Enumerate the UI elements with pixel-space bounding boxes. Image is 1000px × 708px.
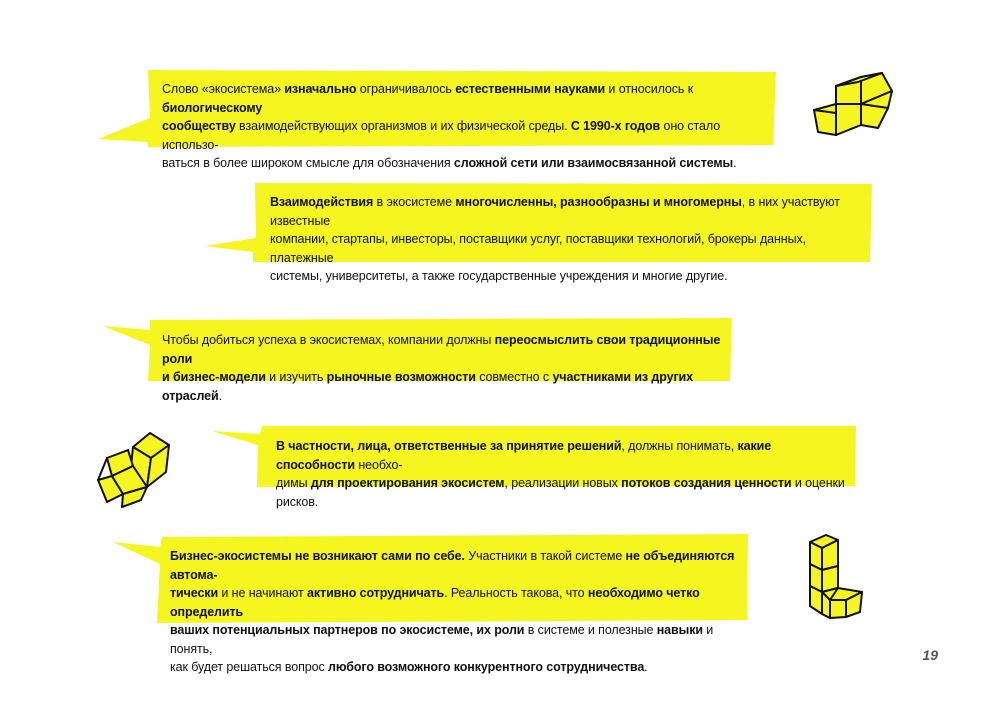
text-run: в системе и полезные: [524, 623, 657, 637]
bold-phrase: В частности, лица, ответственные за принятие решений: [276, 439, 622, 453]
text-run: компании, стартапы, инвесторы, поставщики услуг, поставщики технологий, брокеры данных, платежные: [270, 232, 806, 265]
text-run: , в них участвуют известные: [270, 195, 840, 228]
bold-phrase: не объединяются автома-: [170, 549, 735, 582]
page-number: 19: [922, 647, 938, 663]
bold-phrase: какие способности: [276, 439, 772, 472]
text-run: и относилось к: [605, 82, 694, 96]
bold-phrase: активно сотрудничать: [307, 586, 445, 600]
bold-phrase: рыночные возможности: [326, 370, 476, 384]
bold-phrase: естественными науками: [455, 82, 606, 96]
bold-phrase: биологическому: [162, 100, 263, 115]
text-run: . Реальность такова, что: [444, 586, 588, 600]
bold-phrase: любого возможного конкурентного сотрудничества: [327, 660, 645, 674]
cube-cluster-icon: [814, 73, 892, 135]
text-run: и не начинают: [218, 586, 308, 600]
text-run: системы, университеты, а также государственные учреждения и многие другие.: [270, 269, 728, 283]
bold-phrase: для проектирования экосистем: [310, 476, 505, 490]
bold-phrase: С 1990-х годов: [570, 119, 661, 133]
bold-phrase: необходимо четко определить: [170, 586, 700, 619]
text-run: .: [733, 156, 737, 170]
text-run: и изучить: [265, 370, 327, 384]
text-run: .: [644, 660, 648, 674]
bold-phrase: навыки: [656, 623, 703, 637]
text-run: Слово «экосистема»: [162, 82, 285, 96]
bold-phrase: переосмыслить свои традиционные роли: [162, 333, 721, 366]
text-run: Чтобы добиться успеха в экосистемах, компании должны: [162, 333, 495, 347]
text-run: Участники в такой системе: [464, 549, 626, 563]
text-run: совместно с: [475, 370, 553, 384]
bold-phrase: Взаимодействия: [270, 195, 374, 209]
bold-phrase: изначально: [284, 82, 357, 96]
bold-phrase: ваших потенциальных партнеров по экосистеме, их роли: [170, 623, 525, 637]
text-run: .: [218, 388, 222, 403]
text-run: как будет решаться вопрос: [170, 660, 328, 674]
bold-phrase: потоков создания ценности: [621, 476, 792, 490]
text-run: , реализации новых: [504, 476, 622, 490]
bold-phrase: и бизнес-модели: [162, 370, 266, 384]
text-run: и оценки рисков.: [276, 476, 845, 509]
bold-phrase: участниками из других отраслей: [162, 370, 693, 403]
bold-phrase: многочисленны, разнообразны и многомерны: [455, 195, 742, 209]
bold-phrase: Бизнес-экосистемы не возникают сами по себе.: [170, 549, 465, 563]
text-run: ограничивалось: [356, 82, 456, 96]
text-run: димы: [276, 476, 311, 490]
text-run: ваться в более широком смысле для обозначения: [162, 156, 454, 170]
cube-cluster-icon: [98, 433, 169, 507]
bold-phrase: сложной сети или взаимосвязанной системы: [453, 156, 734, 170]
text-run: и понять,: [170, 623, 714, 656]
bold-phrase: тически: [170, 586, 219, 600]
text-run: необхо-: [354, 457, 403, 472]
bold-phrase: сообществу: [162, 119, 236, 133]
text-run: , должны понимать,: [621, 439, 738, 453]
cube-l-shape-icon: [810, 535, 862, 618]
text-run: взаимодействующих организмов и их физической среды.: [235, 119, 571, 133]
text-run: в экосистеме: [373, 195, 456, 209]
text-run: оно стало использо-: [162, 119, 721, 152]
